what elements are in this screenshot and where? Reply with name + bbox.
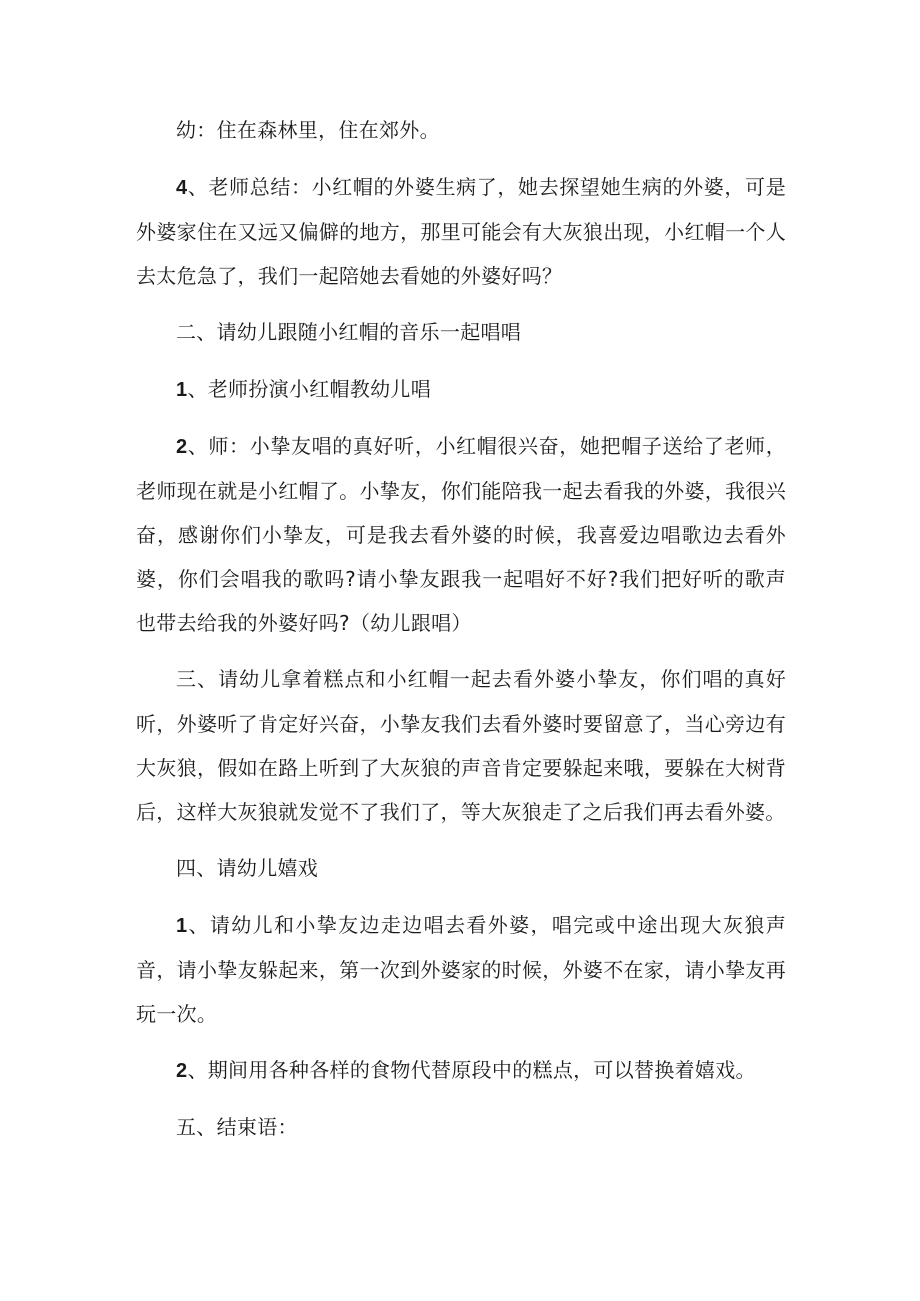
- paragraph-5: [136, 424, 786, 645]
- paragraph-text: 五、结束语：: [176, 1115, 298, 1139]
- paragraph-3: [136, 310, 786, 355]
- paragraph-9: [136, 1048, 786, 1093]
- paragraph-10: [136, 1105, 786, 1150]
- paragraph-2: [136, 165, 786, 298]
- paragraph-4: [136, 367, 786, 412]
- paragraph-number: 1: [176, 379, 188, 401]
- paragraph-text: 、师：小挚友唱的真好听，小红帽很兴奋，她把帽子送给了老师，老师现在就是小红帽了。小挚友，你们能陪我一起去看我的外婆，我很兴奋，感谢你们小挚友，可是我去看外婆的时候，我喜爱边唱歌边去看外婆，你们会唱我的歌吗?请小挚友跟我一起唱好不好?我们把好听的歌声也带去给我的外婆好吗?（幼儿跟唱）: [136, 434, 786, 635]
- paragraph-number: 2: [176, 1060, 188, 1082]
- paragraph-8: [136, 903, 786, 1036]
- paragraph-text: 、老师总结：小红帽的外婆生病了，她去探望她生病的外婆，可是外婆家住在又远又偏僻的地方，那里可能会有大灰狼出现，小红帽一个人去太危急了，我们一起陪她去看她的外婆好吗？: [136, 175, 786, 288]
- paragraph-text: 幼：住在森林里，住在郊外。: [176, 118, 440, 142]
- paragraph-number: 1: [176, 915, 188, 937]
- paragraph-text: 二、请幼儿跟随小红帽的音乐一起唱唱: [176, 320, 522, 344]
- paragraph-6: [136, 657, 786, 834]
- paragraph-7: [136, 846, 786, 891]
- paragraph-text: 四、请幼儿嬉戏: [176, 856, 319, 880]
- document-body: [136, 108, 786, 1162]
- paragraph-1: [136, 108, 786, 153]
- paragraph-text: 、期间用各种各样的食物代替原段中的糕点，可以替换着嬉戏。: [187, 1058, 756, 1082]
- paragraph-text: 三、请幼儿拿着糕点和小红帽一起去看外婆小挚友，你们唱的真好听，外婆听了肯定好兴奋，小挚友我们去看外婆时要留意了，当心旁边有大灰狼，假如在路上听到了大灰狼的声音肯定要躲起来哦，要躲在大树背后，这样大灰狼就发觉不了我们了，等大灰狼走了之后我们再去看外婆。: [136, 667, 786, 824]
- paragraph-number: 2: [176, 436, 188, 458]
- paragraph-text: 、老师扮演小红帽教幼儿唱: [187, 377, 432, 401]
- paragraph-number: 4: [176, 177, 188, 199]
- paragraph-text: 、请幼儿和小挚友边走边唱去看外婆，唱完或中途出现大灰狼声音，请小挚友躲起来，第一次到外婆家的时候，外婆不在家，请小挚友再玩一次。: [136, 913, 786, 1026]
